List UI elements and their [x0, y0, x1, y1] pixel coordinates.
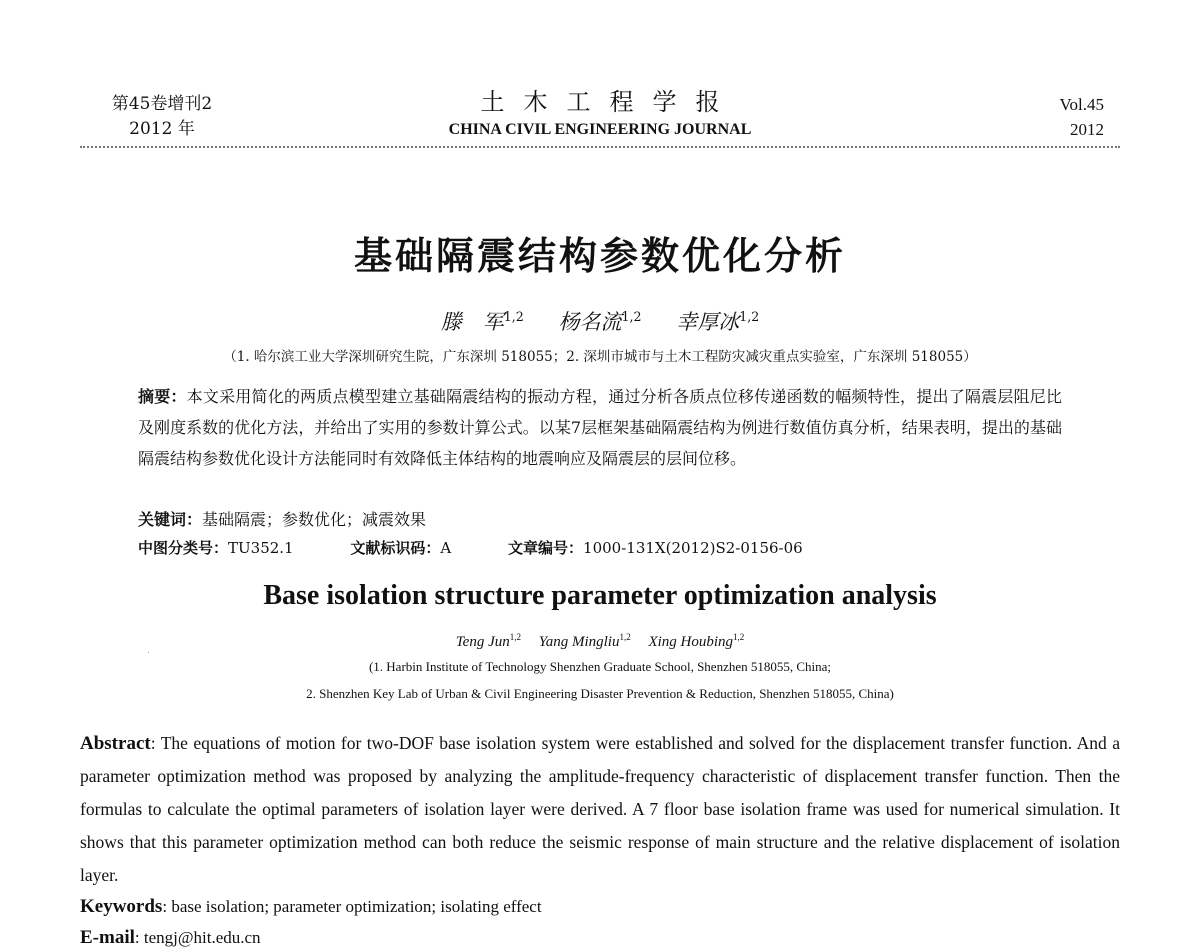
author-list-cn: [0, 306, 1200, 336]
author-list-en: [0, 632, 1200, 651]
header-volume-en: Vol.45: [1059, 95, 1104, 114]
header-vol-block: [984, 92, 1104, 142]
abstract-label-en: Abstract: [80, 733, 151, 754]
document-code: 文献标识码：A: [350, 539, 452, 557]
abstract-text-cn: 本文采用简化的两质点模型建立基础隔震结构的振动方程，通过分析各质点位移传递函数的幅频特性，提出了隔震层阻尼比及刚度系数的优化方法，并给出了实用的参数计算公式。以某7层框架基础隔震结构为例进行数值仿真分析，结果表明，提出的基础隔震结构参数优化设计方法能同时有效降低主体结构的地震响应及隔震层的层间位移。: [138, 387, 1062, 468]
scan-speck: [148, 652, 149, 653]
email-address: tengj@hit.edu.cn: [143, 928, 261, 947]
affiliation-en-1: (1. Harbin Institute of Technology Shenzhen Graduate School, Shenzhen 518055, China;: [368, 659, 832, 674]
journal-name-en: CHINA CIVIL ENGINEERING JOURNAL: [448, 121, 752, 138]
keywords-label-en: Keywords: [80, 896, 163, 917]
paper-title-cn: 基础隔震结构参数优化分析: [353, 234, 846, 278]
affiliation-cn: （1. 哈尔滨工业大学深圳研究生院，广东深圳 518055；2. 深圳市城市与土木工程防灾减灾重点实验室，广东深圳 518055）: [223, 349, 977, 365]
author-cn: 滕 军$^{1,2}$: [440, 309, 524, 334]
header-volume-issue: 第45卷增刊2: [111, 94, 213, 114]
keywords-text-cn: 基础隔震；参数优化；减震效果: [202, 510, 427, 529]
abstract-en: Abstract: The equations of motion for two-DOF base isolation system were established and solved for the displacement transfer function. And a parameter optimization method was proposed by analyzing the amplitude-frequency characteristic of displacement transfer function. Then the formulas to calculate the optimal parameters of isolation layer were derived. A 7 floor base isolation frame was used for numerical simulation. It shows that this parameter optimization method can both reduce the seismic response of main structure and the relative displacement of isolation layer.: [80, 733, 1120, 885]
keywords-cn: [138, 508, 1062, 532]
keywords-en: Keywords: base isolation; parameter optimization; isolating effect: [80, 896, 542, 917]
clc-number: 中图分类号：TU352.1: [138, 539, 294, 557]
header-divider: [80, 146, 1120, 148]
abstract-cn: [138, 381, 1062, 474]
header-year-en: 2012: [1070, 120, 1104, 139]
author-en: Xing Houbing$^{1,2}$: [648, 632, 745, 650]
header-year-cn: 2012 年: [129, 119, 195, 139]
abstract-text-en: The equations of motion for two-DOF base isolation system were established and solved for the displacement transfer function. And a parameter optimization method was proposed by analyzing the amplitude-frequency characteristic of displacement transfer function. Then the formulas to calculate the optimal parameters of isolation layer were derived. A 7 floor base isolation frame was used for numerical simulation. It shows that this parameter optimization method can both reduce the seismic response of main structure and the relative displacement of isolation layer.: [80, 733, 1120, 885]
abstract-label-cn: 摘要：: [138, 387, 187, 406]
classification-line: [138, 536, 1062, 560]
email-line: E-mail: tengj@hit.edu.cn: [80, 927, 261, 948]
keywords-label-cn: 关键词：: [138, 510, 203, 529]
header-volume-block: [82, 92, 242, 142]
journal-masthead: [380, 88, 820, 142]
journal-name-cn: 土木工程学报: [480, 88, 739, 116]
article-number: 文章编号：1000-131X(2012)S2-0156-06: [508, 539, 803, 557]
email-label: E-mail: [80, 927, 135, 948]
paper-title-en: Base isolation structure parameter optimization analysis: [263, 580, 937, 611]
author-cn: 杨名流$^{1,2}$: [558, 309, 642, 334]
author-cn: 幸厚冰$^{1,2}$: [676, 309, 760, 334]
author-en: Teng Jun$^{1,2}$: [455, 632, 521, 650]
affiliation-en-2: 2. Shenzhen Key Lab of Urban & Civil Engineering Disaster Prevention & Reduction, Shenzhen 518055, China): [306, 686, 894, 701]
author-en: Yang Mingliu$^{1,2}$: [538, 632, 631, 650]
keywords-text-en: base isolation; parameter optimization; isolating effect: [171, 897, 542, 916]
